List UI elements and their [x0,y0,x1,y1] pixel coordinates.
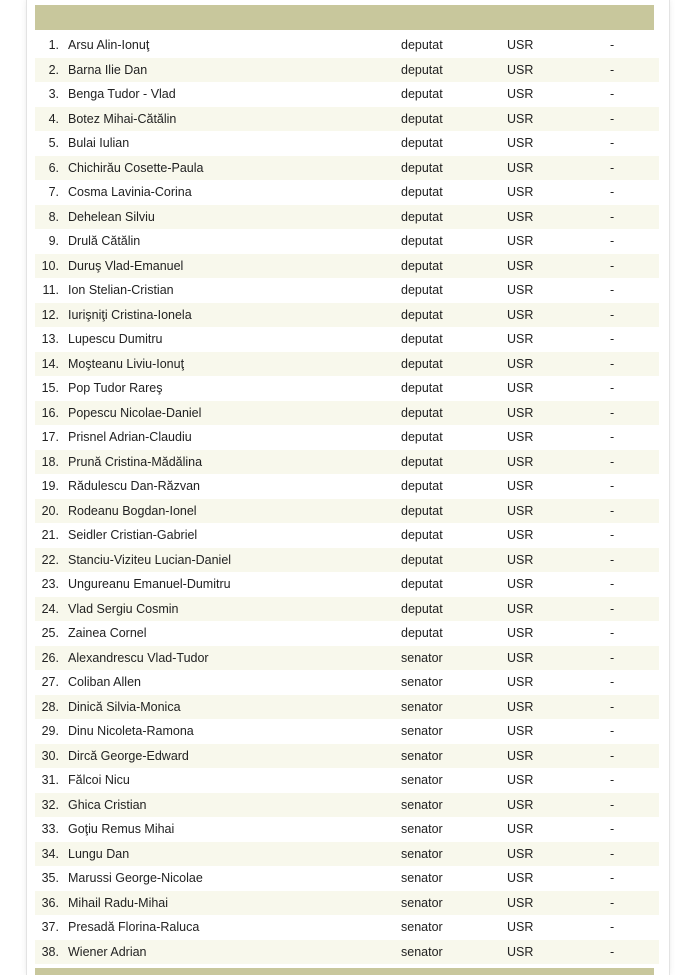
member-party: USR [507,577,534,592]
member-role: deputat [401,234,443,249]
member-role: senator [401,773,443,788]
member-party: USR [507,503,534,518]
table-row [35,915,659,940]
member-note: - [610,136,615,151]
row-index: 33. [41,822,59,837]
row-index: 20. [41,503,59,518]
member-name: Drulă Cătălin [68,234,141,249]
member-role: deputat [401,528,443,543]
row-index: 22. [41,552,59,567]
table-row [35,548,659,573]
member-role: deputat [401,87,443,102]
member-name: Lungu Dan [68,846,130,861]
member-name: Goţiu Remus Mihai [68,822,175,837]
member-name: Dircă George-Edward [68,748,189,763]
table-row [35,156,659,181]
member-role: deputat [401,160,443,175]
member-role: deputat [401,552,443,567]
member-role: deputat [401,503,443,518]
table-row [35,58,659,83]
member-note: - [610,454,615,469]
table-row [35,940,659,965]
member-party: USR [507,871,534,886]
member-role: senator [401,944,443,959]
member-note: - [610,675,615,690]
row-index: 3. [48,87,59,102]
member-party: USR [507,332,534,347]
member-party: USR [507,405,534,420]
member-note: - [610,601,615,616]
member-role: deputat [401,601,443,616]
member-name: Dinică Silvia-Monica [68,699,181,714]
member-name: Ghica Cristian [68,797,147,812]
member-name: Fălcoi Nicu [68,773,130,788]
member-role: senator [401,822,443,837]
member-note: - [610,209,615,224]
member-note: - [610,871,615,886]
member-name: Benga Tudor - Vlad [68,87,176,102]
member-party: USR [507,773,534,788]
member-party: USR [507,283,534,298]
member-note: - [610,38,615,53]
member-note: - [610,62,615,77]
table-row [35,107,659,132]
table-row [35,229,659,254]
member-name: Dehelean Silviu [68,209,155,224]
member-note: - [610,797,615,812]
member-party: USR [507,846,534,861]
member-party: USR [507,209,534,224]
member-note: - [610,87,615,102]
member-name: Ion Stelian-Cristian [68,283,174,298]
table-row [35,352,659,377]
member-party: USR [507,307,534,322]
member-role: deputat [401,405,443,420]
member-role: senator [401,895,443,910]
row-index: 23. [41,577,59,592]
member-name: Rodeanu Bogdan-Ionel [68,503,197,518]
member-role: senator [401,846,443,861]
member-role: deputat [401,479,443,494]
row-index: 30. [41,748,59,763]
member-note: - [610,626,615,641]
row-index: 4. [48,111,59,126]
member-note: - [610,258,615,273]
member-name: Arsu Alin-Ionuţ [68,38,150,53]
member-role: deputat [401,332,443,347]
member-party: USR [507,136,534,151]
member-party: USR [507,38,534,53]
member-role: senator [401,699,443,714]
member-name: Bulai Iulian [68,136,130,151]
row-index: 9. [48,234,59,249]
member-name: Lupescu Dumitru [68,332,163,347]
member-name: Prisnel Adrian-Claudiu [68,430,192,445]
member-party: USR [507,601,534,616]
table-header-bar [35,5,654,30]
member-role: deputat [401,209,443,224]
member-party: USR [507,797,534,812]
member-name: Ungureanu Emanuel-Dumitru [68,577,231,592]
member-role: senator [401,675,443,690]
table-row [35,499,659,524]
row-index: 6. [48,160,59,175]
table-row [35,425,659,450]
row-index: 31. [41,773,59,788]
member-party: USR [507,920,534,935]
member-note: - [610,111,615,126]
member-party: USR [507,381,534,396]
member-party: USR [507,62,534,77]
member-party: USR [507,626,534,641]
member-party: USR [507,258,534,273]
row-index: 24. [41,601,59,616]
member-name: Wiener Adrian [68,944,147,959]
member-note: - [610,699,615,714]
table-row [35,646,659,671]
table-row [35,891,659,916]
member-role: deputat [401,258,443,273]
table-footer-bar [35,968,654,975]
member-note: - [610,356,615,371]
table-row [35,817,659,842]
table-row [35,523,659,548]
member-party: USR [507,87,534,102]
member-note: - [610,920,615,935]
table-row [35,866,659,891]
member-name: Cosma Lavinia-Corina [68,185,192,200]
table-row [35,744,659,769]
row-index: 19. [41,479,59,494]
member-note: - [610,307,615,322]
row-index: 14. [41,356,59,371]
row-index: 21. [41,528,59,543]
member-name: Duruş Vlad-Emanuel [68,258,184,273]
member-note: - [610,405,615,420]
row-index: 11. [42,283,59,298]
table-row [35,376,659,401]
member-party: USR [507,234,534,249]
table-row [35,695,659,720]
member-party: USR [507,699,534,714]
row-index: 38. [41,944,59,959]
member-note: - [610,430,615,445]
member-note: - [610,577,615,592]
table-row [35,597,659,622]
member-name: Stanciu-Viziteu Lucian-Daniel [68,552,232,567]
table-row [35,327,659,352]
row-index: 36. [41,895,59,910]
row-index: 29. [41,724,59,739]
member-name: Botez Mihai-Cătălin [68,111,177,126]
member-note: - [610,773,615,788]
row-index: 25. [41,626,59,641]
row-index: 17. [41,430,59,445]
member-name: Seidler Cristian-Gabriel [68,528,198,543]
member-note: - [610,846,615,861]
member-role: senator [401,724,443,739]
member-note: - [610,552,615,567]
member-note: - [610,503,615,518]
member-name: Alexandrescu Vlad-Tudor [68,650,209,665]
row-index: 7. [48,185,59,200]
member-party: USR [507,430,534,445]
member-name: Barna Ilie Dan [68,62,148,77]
row-index: 5. [48,136,59,151]
member-name: Chichirău Cosette-Paula [68,160,204,175]
member-party: USR [507,479,534,494]
member-note: - [610,822,615,837]
member-party: USR [507,552,534,567]
member-name: Dinu Nicoleta-Ramona [68,724,194,739]
table-row [35,401,659,426]
table-row [35,180,659,205]
row-index: 8. [48,209,59,224]
row-index: 16. [41,405,59,420]
row-index: 32. [41,797,59,812]
row-index: 15. [41,381,59,396]
table-row [35,768,659,793]
member-note: - [610,160,615,175]
member-note: - [610,283,615,298]
table-row [35,450,659,475]
member-party: USR [507,650,534,665]
member-note: - [610,332,615,347]
member-role: deputat [401,38,443,53]
table-row [35,474,659,499]
member-role: senator [401,871,443,886]
row-index: 18. [41,454,59,469]
member-party: USR [507,356,534,371]
member-party: USR [507,111,534,126]
table-row [35,670,659,695]
row-index: 12. [41,307,59,322]
table-row [35,205,659,230]
member-role: deputat [401,307,443,322]
member-role: deputat [401,626,443,641]
member-party: USR [507,822,534,837]
member-name: Vlad Sergiu Cosmin [68,601,179,616]
member-note: - [610,528,615,543]
member-note: - [610,479,615,494]
member-role: senator [401,797,443,812]
row-index: 27. [41,675,59,690]
member-role: deputat [401,577,443,592]
member-party: USR [507,675,534,690]
row-index: 26. [41,650,59,665]
member-name: Iurişniţi Cristina-Ionela [68,307,192,322]
table-row [35,842,659,867]
row-index: 1. [48,38,59,53]
member-name: Marussi George-Nicolae [68,871,203,886]
member-party: USR [507,724,534,739]
table-row [35,33,659,58]
member-note: - [610,234,615,249]
member-party: USR [507,160,534,175]
member-note: - [610,944,615,959]
table-row [35,82,659,107]
member-name: Prună Cristina-Mădălina [68,454,203,469]
row-index: 13. [41,332,59,347]
table-row [35,278,659,303]
member-role: deputat [401,454,443,469]
row-index: 10. [41,258,59,273]
member-note: - [610,650,615,665]
member-party: USR [507,944,534,959]
member-role: deputat [401,430,443,445]
member-role: senator [401,650,443,665]
member-name: Presadă Florina-Raluca [68,920,200,935]
member-note: - [610,895,615,910]
table-row [35,131,659,156]
table-row [35,793,659,818]
member-name: Moşteanu Liviu-Ionuţ [68,356,185,371]
member-party: USR [507,528,534,543]
member-name: Pop Tudor Rareş [68,381,163,396]
member-note: - [610,381,615,396]
member-role: deputat [401,185,443,200]
member-name: Mihail Radu-Mihai [68,895,169,910]
member-note: - [610,724,615,739]
member-role: deputat [401,111,443,126]
table-row [35,572,659,597]
row-index: 37. [41,920,59,935]
member-name: Popescu Nicolae-Daniel [68,405,202,420]
table-row [35,621,659,646]
members-table [35,33,659,964]
member-role: deputat [401,283,443,298]
row-index: 34. [41,846,59,861]
member-note: - [610,185,615,200]
table-row [35,719,659,744]
member-role: deputat [401,62,443,77]
row-index: 35. [41,871,59,886]
member-party: USR [507,748,534,763]
table-row [35,254,659,279]
member-role: deputat [401,381,443,396]
member-party: USR [507,454,534,469]
row-index: 28. [41,699,59,714]
member-role: deputat [401,136,443,151]
member-name: Zainea Cornel [68,626,147,641]
member-name: Rădulescu Dan-Răzvan [68,479,201,494]
member-name: Coliban Allen [68,675,141,690]
member-party: USR [507,895,534,910]
row-index: 2. [48,62,59,77]
member-role: senator [401,920,443,935]
member-note: - [610,748,615,763]
member-party: USR [507,185,534,200]
member-role: deputat [401,356,443,371]
table-row [35,303,659,328]
member-role: senator [401,748,443,763]
